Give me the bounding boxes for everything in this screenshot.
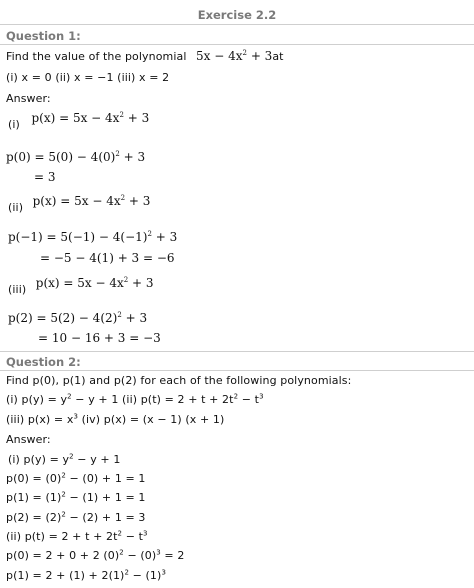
question-2-polynomials-line-1: (i) $p(y) = y^2 - y + 1$ (ii) $p(t) = 2 + t + 2t^2 - t^3$ <box>6 392 264 406</box>
question-1-prompt-text: Find the value of the polynomial <box>6 50 187 63</box>
question-2-answer-label: Answer: <box>6 433 51 446</box>
part-ii-result: = −5 − 4(1) + 3 = −6 <box>40 251 175 265</box>
part-iii-calculation: $p(2) = 5(2) - 4(2)^2 + 3$ <box>8 311 148 325</box>
question-2-divider <box>0 370 474 371</box>
question-1-prompt-suffix: at <box>272 50 284 63</box>
q2-answer-line: $p(0) = (0)^2 - (0) + 1 = 1$ <box>6 471 146 485</box>
header-divider <box>0 24 474 25</box>
q2-answer-line: (i) $p(y) = y^2 - y + 1$ <box>8 452 121 466</box>
question-1-divider <box>0 44 474 45</box>
question-2-top-divider <box>0 351 474 352</box>
part-i-result: = 3 <box>34 170 56 184</box>
q2-answer-line: $p(1) = 2 + (1) + 2(1)^2 - (1)^3$ <box>6 568 166 582</box>
question-2-polynomials-line-2: (iii) $p(x) = x^3$ (iv) p(x) = (x − 1) (x + 1) <box>6 412 225 426</box>
part-ii-def-expr: $p(x) = 5x - 4x^2 + 3$ <box>32 194 151 208</box>
question-1-polynomial: $5x - 4x^2 + 3$ <box>196 49 273 63</box>
part-iii-definition <box>8 276 154 296</box>
part-iii-result: = 10 − 16 + 3 = −3 <box>38 331 161 345</box>
question-1-prompt <box>6 49 284 63</box>
q2-answer-line: p(0) = 2 + 0 + 2 $(0)^2 - (0)^3 = 2$ <box>6 548 185 562</box>
q2-answer-line: $p(2) = (2)^2 - (2) + 1 = 3$ <box>6 510 146 524</box>
part-iii-label: (iii) <box>8 283 27 296</box>
part-ii-calculation: $p(-1) = 5(-1) - 4(-1)^2 + 3$ <box>8 230 178 244</box>
question-2-heading: Question 2: <box>6 355 81 369</box>
part-iii-def-expr: $p(x) = 5x - 4x^2 + 3$ <box>35 276 154 290</box>
question-2-prompt: Find p(0), p(1) and p(2) for each of the following polynomials: <box>6 374 352 387</box>
question-1-heading: Question 1: <box>6 29 81 43</box>
question-1-options: (i) x = 0 (ii) x = −1 (iii) x = 2 <box>6 71 170 84</box>
part-ii-label: (ii) <box>8 201 24 214</box>
part-i-calculation: $p(0) = 5(0) - 4(0)^2 + 3$ <box>6 150 146 164</box>
part-i-label: (i) <box>8 118 20 131</box>
part-i-def-expr: $p(x) = 5x - 4x^2 + 3$ <box>31 111 150 125</box>
exercise-title: Exercise 2.2 <box>197 8 277 22</box>
q2-answer-line: (ii) $p(t) = 2 + t + 2t^2 - t^3$ <box>6 529 148 543</box>
question-1-answer-label: Answer: <box>6 92 51 105</box>
q2-answer-line: $p(1) = (1)^2 - (1) + 1 = 1$ <box>6 490 146 504</box>
part-ii-definition <box>8 194 151 214</box>
part-i-definition <box>8 111 150 131</box>
